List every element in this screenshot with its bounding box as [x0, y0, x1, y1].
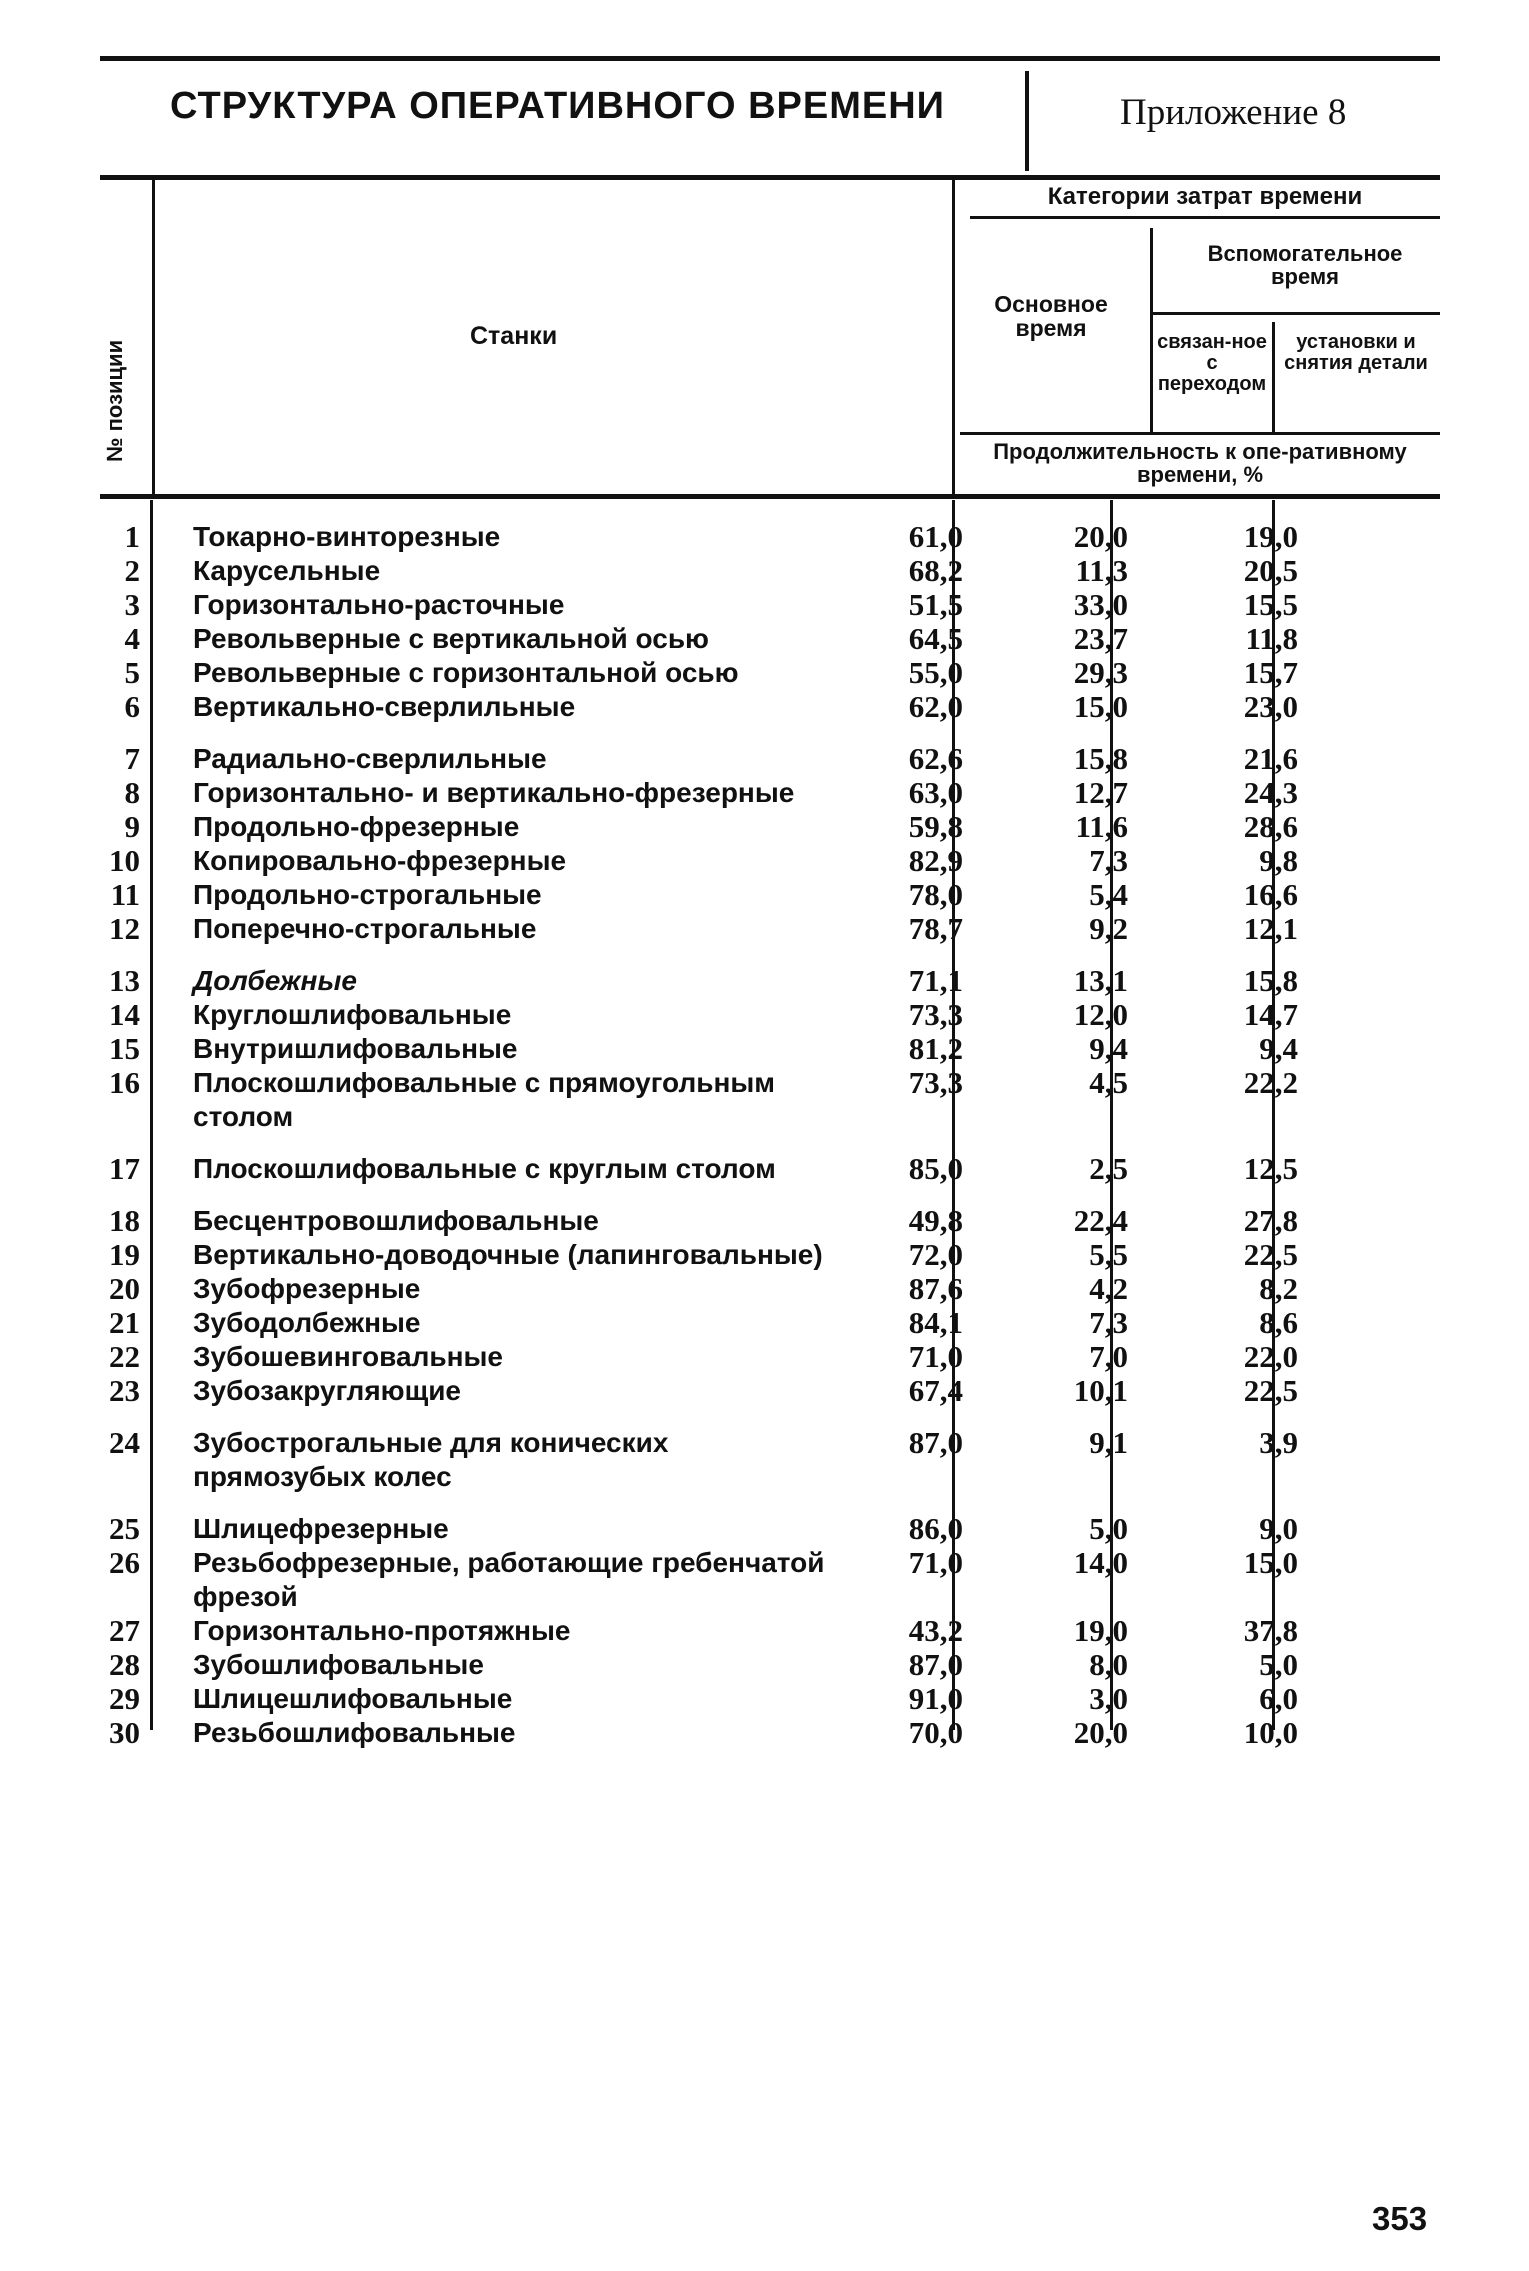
aux-setup-value: 22,5 — [1243, 1373, 1298, 1408]
aux-setup-value: 22,2 — [1243, 1065, 1298, 1100]
aux-setup-value: 19,0 — [1243, 519, 1298, 554]
table-row — [100, 1340, 1440, 1374]
main-time-value: 49,8 — [908, 1203, 963, 1238]
table-row — [100, 1512, 1440, 1546]
table-row — [100, 1426, 1440, 1494]
appendix-label: Приложение 8 — [1120, 92, 1347, 133]
table-row — [100, 1306, 1440, 1340]
row-number: 17 — [109, 1151, 140, 1186]
divider — [1272, 322, 1275, 434]
machine-name: Продольно-строгальные — [193, 879, 542, 910]
aux-setup-value: 9,8 — [1259, 843, 1298, 878]
row-number: 14 — [109, 997, 140, 1032]
table-row — [100, 520, 1440, 554]
aux-transition-value: 20,0 — [1073, 519, 1128, 554]
table-row — [100, 1204, 1440, 1238]
aux-transition-value: 10,1 — [1073, 1373, 1128, 1408]
row-number: 10 — [109, 843, 140, 878]
machine-name: Горизонтально- и вертикально-фрезерные — [193, 777, 795, 808]
aux-transition-value: 4,5 — [1089, 1065, 1128, 1100]
main-time-value: 72,0 — [908, 1237, 963, 1272]
aux-transition-value: 5,4 — [1089, 877, 1128, 912]
machine-name: Радиально-сверлильные — [193, 743, 547, 774]
main-time-value: 84,1 — [908, 1305, 963, 1340]
aux-setup-value: 8,2 — [1259, 1271, 1298, 1306]
row-number: 7 — [124, 741, 140, 776]
table-row — [100, 912, 1440, 946]
table-row — [100, 1648, 1440, 1682]
main-time-value: 87,6 — [908, 1271, 963, 1306]
row-number: 16 — [109, 1065, 140, 1100]
aux-transition-value: 11,6 — [1075, 809, 1128, 844]
aux-transition-value: 7,3 — [1089, 1305, 1128, 1340]
row-number: 29 — [109, 1681, 140, 1716]
row-number: 27 — [109, 1613, 140, 1648]
table-row — [100, 1716, 1440, 1750]
table-row — [100, 776, 1440, 810]
machine-name: Шлицефрезерные — [193, 1513, 449, 1544]
table-row — [100, 1614, 1440, 1648]
aux-setup-value: 9,4 — [1259, 1031, 1298, 1066]
aux-transition-value: 9,4 — [1089, 1031, 1128, 1066]
aux-time-header: Вспомогательное время — [1207, 241, 1403, 290]
number-column-header: № позиции — [102, 339, 127, 462]
main-time-value: 64,5 — [908, 621, 963, 656]
aux-transition-value: 33,0 — [1073, 587, 1128, 622]
table-body — [100, 520, 1440, 1750]
table-header — [100, 172, 1440, 499]
aux-transition-value: 15,0 — [1073, 689, 1128, 724]
main-time-value: 91,0 — [908, 1681, 963, 1716]
aux-transition-value: 3,0 — [1089, 1681, 1128, 1716]
row-number: 13 — [109, 963, 140, 998]
aux-transition-value: 4,2 — [1089, 1271, 1128, 1306]
aux-transition-value: 5,0 — [1089, 1511, 1128, 1546]
main-time-value: 86,0 — [908, 1511, 963, 1546]
aux-transition-value: 22,4 — [1073, 1203, 1128, 1238]
main-time-value: 43,2 — [908, 1613, 963, 1648]
main-time-value: 71,0 — [908, 1339, 963, 1374]
table-row — [100, 1152, 1440, 1186]
table-row — [100, 622, 1440, 656]
aux-setup-value: 6,0 — [1259, 1681, 1298, 1716]
main-time-value: 63,0 — [908, 775, 963, 810]
row-number: 18 — [109, 1203, 140, 1238]
categories-header: Категории затрат времени — [1047, 183, 1363, 210]
row-number: 6 — [124, 689, 140, 724]
machine-name: Зубозакругляющие — [193, 1375, 461, 1406]
aux-transition-value: 7,3 — [1089, 843, 1128, 878]
machine-name: Плоскошлифовальные с круглым столом — [193, 1153, 776, 1184]
main-time-value: 78,7 — [908, 911, 963, 946]
aux-setup-value: 16,6 — [1243, 877, 1298, 912]
aux-setup-value: 22,5 — [1243, 1237, 1298, 1272]
main-time-value: 87,0 — [908, 1647, 963, 1682]
machine-name: Зубофрезерные — [193, 1273, 421, 1304]
row-number: 2 — [124, 553, 140, 588]
aux-transition-value: 20,0 — [1073, 1715, 1128, 1750]
row-number: 23 — [109, 1373, 140, 1408]
table-row — [100, 1238, 1440, 1272]
aux-setup-value: 21,6 — [1243, 741, 1298, 776]
machine-name: Долбежные — [193, 965, 357, 996]
row-number: 4 — [124, 621, 140, 656]
aux-setup-value: 9,0 — [1259, 1511, 1298, 1546]
row-number: 25 — [109, 1511, 140, 1546]
divider — [960, 432, 1440, 435]
machine-name: Копировально-фрезерные — [193, 845, 567, 876]
aux-transition-value: 23,7 — [1073, 621, 1128, 656]
table-row — [100, 588, 1440, 622]
main-time-value: 82,9 — [908, 843, 963, 878]
machines-column-header: Станки — [470, 322, 558, 350]
aux-setup-value: 3,9 — [1259, 1425, 1298, 1460]
aux-setup-value: 8,6 — [1259, 1305, 1298, 1340]
row-number: 8 — [124, 775, 140, 810]
machine-name: Зубодолбежные — [193, 1307, 421, 1338]
aux-transition-value: 7,0 — [1089, 1339, 1128, 1374]
row-number: 9 — [124, 809, 140, 844]
page-title: СТРУКТУРА ОПЕРАТИВНОГО ВРЕМЕНИ — [170, 85, 945, 127]
table-row — [100, 656, 1440, 690]
main-time-value: 67,4 — [908, 1373, 963, 1408]
row-number: 21 — [109, 1305, 140, 1340]
table-row — [100, 1032, 1440, 1066]
aux-setup-value: 22,0 — [1243, 1339, 1298, 1374]
table-row — [100, 1374, 1440, 1408]
main-time-value: 61,0 — [908, 519, 963, 554]
main-time-value: 73,3 — [908, 1065, 963, 1100]
machine-name: Зубошлифовальные — [193, 1649, 484, 1680]
row-number: 22 — [109, 1339, 140, 1374]
main-time-value: 81,2 — [908, 1031, 963, 1066]
machine-name: Карусельные — [193, 555, 381, 586]
table-row — [100, 1272, 1440, 1306]
page-number: 353 — [1372, 2200, 1428, 2237]
divider — [152, 178, 155, 494]
aux-transition-value: 11,3 — [1075, 553, 1128, 588]
main-time-value: 59,8 — [908, 809, 963, 844]
divider — [1150, 312, 1440, 315]
machine-name: Резьбошлифовальные — [193, 1717, 516, 1748]
table-row — [100, 998, 1440, 1032]
aux-setup-value: 20,5 — [1243, 553, 1298, 588]
machine-name: Револьверные с вертикальной осью — [193, 623, 709, 654]
aux-transition-value: 12,7 — [1073, 775, 1128, 810]
table-row — [100, 844, 1440, 878]
aux-setup-value: 15,0 — [1243, 1545, 1298, 1580]
table-row — [100, 878, 1440, 912]
row-number: 24 — [109, 1425, 140, 1460]
row-number: 28 — [109, 1647, 140, 1682]
aux-setup-value: 27,8 — [1243, 1203, 1298, 1238]
main-time-value: 51,5 — [908, 587, 963, 622]
row-number: 30 — [109, 1715, 140, 1750]
aux-transition-value: 15,8 — [1073, 741, 1128, 776]
main-time-value: 62,0 — [908, 689, 963, 724]
aux-setup-value: 12,1 — [1243, 911, 1298, 946]
row-number: 20 — [109, 1271, 140, 1306]
machine-name: Токарно-винторезные — [193, 521, 501, 552]
main-time-value: 70,0 — [908, 1715, 963, 1750]
table-row — [100, 742, 1440, 776]
table-row — [100, 1682, 1440, 1716]
main-time-value: 55,0 — [908, 655, 963, 690]
aux-setup-header: установки и снятия детали — [1284, 331, 1428, 374]
main-time-header: Основное время — [994, 291, 1108, 342]
row-number: 5 — [124, 655, 140, 690]
row-number: 19 — [109, 1237, 140, 1272]
aux-transition-value: 9,2 — [1089, 911, 1128, 946]
aux-setup-value: 15,7 — [1243, 655, 1298, 690]
row-number: 1 — [124, 519, 140, 554]
aux-setup-value: 37,8 — [1243, 1613, 1298, 1648]
table-row — [100, 1066, 1440, 1134]
machine-name: Револьверные с горизонтальной осью — [193, 657, 739, 688]
page-header — [100, 56, 1440, 180]
aux-setup-value: 23,0 — [1243, 689, 1298, 724]
row-number: 3 — [124, 587, 140, 622]
machine-name: Горизонтально-протяжные — [193, 1615, 571, 1646]
aux-transition-value: 5,5 — [1089, 1237, 1128, 1272]
machine-name: Бесцентровошлифовальные — [193, 1205, 599, 1236]
main-time-value: 73,3 — [908, 997, 963, 1032]
divider — [1150, 228, 1153, 434]
machine-name: Зубошевинговальные — [193, 1341, 503, 1372]
aux-transition-value: 9,1 — [1089, 1425, 1128, 1460]
aux-setup-value: 12,5 — [1243, 1151, 1298, 1186]
machine-name: Круглошлифовальные — [193, 999, 512, 1030]
machine-name: Внутришлифовальные — [193, 1033, 518, 1064]
row-number: 15 — [109, 1031, 140, 1066]
aux-setup-value: 15,8 — [1243, 963, 1298, 998]
aux-transition-value: 14,0 — [1073, 1545, 1128, 1580]
table-row — [100, 554, 1440, 588]
aux-transition-value: 12,0 — [1073, 997, 1128, 1032]
divider — [970, 216, 1440, 219]
divider — [952, 178, 955, 494]
main-time-value: 85,0 — [908, 1151, 963, 1186]
aux-transition-value: 13,1 — [1073, 963, 1128, 998]
row-number: 11 — [110, 877, 140, 912]
aux-transition-header: связан-ное с переходом — [1157, 331, 1267, 395]
aux-setup-value: 15,5 — [1243, 587, 1298, 622]
machine-name: Продольно-фрезерные — [193, 811, 520, 842]
aux-setup-value: 24,3 — [1243, 775, 1298, 810]
main-time-value: 62,6 — [908, 741, 963, 776]
main-time-value: 71,1 — [908, 963, 963, 998]
aux-setup-value: 10,0 — [1243, 1715, 1298, 1750]
machine-name: Резьбофрезерные, работающие гребенчатой фрезой — [193, 1547, 825, 1612]
aux-setup-value: 28,6 — [1243, 809, 1298, 844]
aux-setup-value: 5,0 — [1259, 1647, 1298, 1682]
machine-name: Вертикально-сверлильные — [193, 691, 576, 722]
machine-name: Шлицешлифовальные — [193, 1683, 513, 1714]
duration-header: Продолжительность к опе-ративному времени, % — [993, 439, 1407, 488]
machine-name: Поперечно-строгальные — [193, 913, 537, 944]
main-time-value: 78,0 — [908, 877, 963, 912]
main-time-value: 87,0 — [908, 1425, 963, 1460]
machine-name: Горизонтально-расточные — [193, 589, 565, 620]
machine-name: Зубострогальные для конических прямозубых колес — [193, 1427, 669, 1492]
table-row — [100, 1546, 1440, 1614]
aux-setup-value: 14,7 — [1243, 997, 1298, 1032]
row-number: 26 — [109, 1545, 140, 1580]
main-time-value: 68,2 — [908, 553, 963, 588]
machine-name: Плоскошлифовальные с прямоугольным столом — [193, 1067, 775, 1132]
machine-name: Вертикально-доводочные (лапинговальные) — [193, 1239, 823, 1270]
row-number: 12 — [109, 911, 140, 946]
table-row — [100, 690, 1440, 724]
aux-transition-value: 29,3 — [1073, 655, 1128, 690]
table-row — [100, 810, 1440, 844]
aux-transition-value: 19,0 — [1073, 1613, 1128, 1648]
table-row — [100, 964, 1440, 998]
header-divider — [1025, 71, 1029, 171]
aux-setup-value: 11,8 — [1245, 621, 1298, 656]
aux-transition-value: 2,5 — [1089, 1151, 1128, 1186]
aux-transition-value: 8,0 — [1089, 1647, 1128, 1682]
main-time-value: 71,0 — [908, 1545, 963, 1580]
